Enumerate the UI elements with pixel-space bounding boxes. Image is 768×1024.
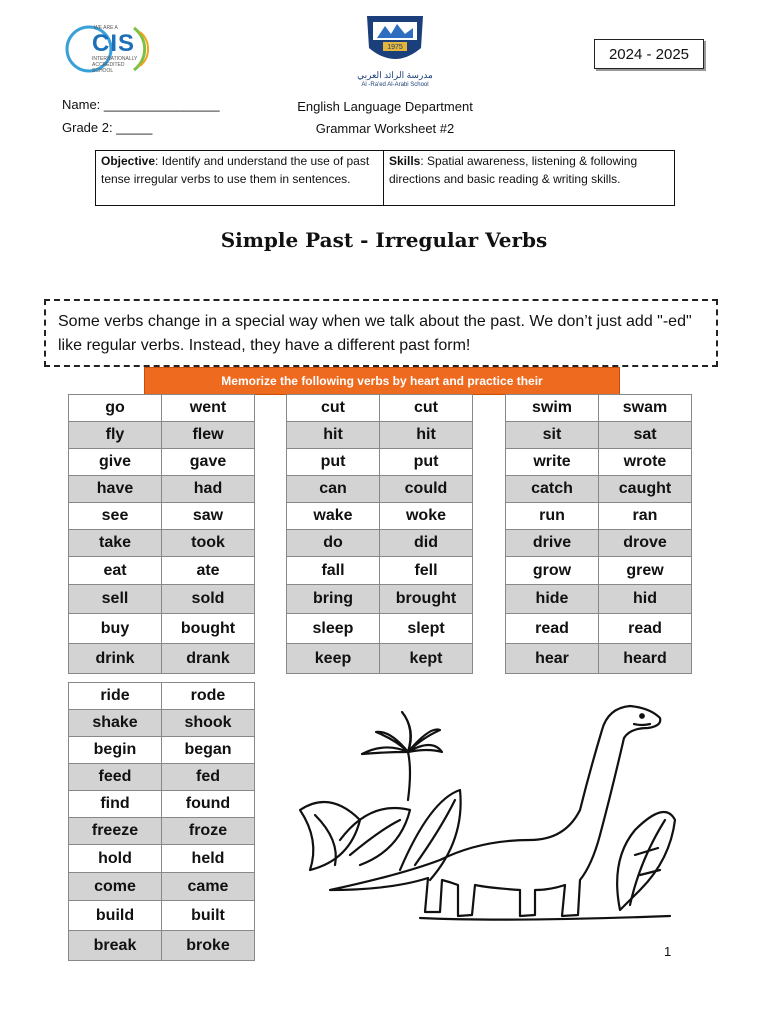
table-row <box>69 476 255 503</box>
past-verb-cell: kept <box>380 644 473 674</box>
past-verb-cell: grew <box>599 557 692 585</box>
past-verb-cell: caught <box>599 476 692 503</box>
crest-year: 1975 <box>387 44 403 51</box>
base-verb-cell: hold <box>69 845 162 873</box>
base-verb-cell: have <box>69 476 162 503</box>
base-verb-cell: ride <box>69 683 162 710</box>
school-crest-icon <box>355 12 435 70</box>
base-verb-cell: break <box>69 931 162 961</box>
past-verb-cell: wrote <box>599 449 692 476</box>
past-verb-cell: read <box>599 614 692 644</box>
past-verb-cell: broke <box>162 931 255 961</box>
past-verb-cell: had <box>162 476 255 503</box>
table-row <box>69 644 255 674</box>
base-verb-cell: catch <box>506 476 599 503</box>
base-verb-cell: take <box>69 530 162 557</box>
table-row <box>287 530 473 557</box>
base-verb-cell: run <box>506 503 599 530</box>
table-row <box>69 764 255 791</box>
verbs-table-2 <box>286 394 473 674</box>
base-verb-cell: sleep <box>287 614 380 644</box>
page-title: Simple Past - Irregular Verbs <box>220 228 548 252</box>
table-row <box>69 614 255 644</box>
base-verb-cell: see <box>69 503 162 530</box>
base-verb-cell: do <box>287 530 380 557</box>
past-verb-cell: shook <box>162 710 255 737</box>
base-verb-cell: hide <box>506 585 599 614</box>
table-row <box>506 395 692 422</box>
table-row <box>287 585 473 614</box>
past-verb-cell: saw <box>162 503 255 530</box>
past-verb-cell: swam <box>599 395 692 422</box>
base-verb-cell: put <box>287 449 380 476</box>
cis-logo <box>62 22 162 76</box>
table-row <box>69 395 255 422</box>
table-row <box>287 476 473 503</box>
table-row <box>506 557 692 585</box>
base-verb-cell: grow <box>506 557 599 585</box>
objective-text: : Identify and understand the use of past tense irregular verbs to use them in sentences. <box>101 154 370 186</box>
table-row <box>69 710 255 737</box>
past-verb-cell: hit <box>380 422 473 449</box>
past-verb-cell: froze <box>162 818 255 845</box>
past-verb-cell: found <box>162 791 255 818</box>
past-verb-cell: heard <box>599 644 692 674</box>
worksheet-title: Grammar Worksheet #2 <box>315 121 455 136</box>
base-verb-cell: bring <box>287 585 380 614</box>
base-verb-cell: can <box>287 476 380 503</box>
past-verb-cell: drove <box>599 530 692 557</box>
table-row <box>69 873 255 901</box>
table-row <box>506 476 692 503</box>
past-verb-cell: hid <box>599 585 692 614</box>
school-year-box: 2024 - 2025 <box>594 39 704 69</box>
table-row <box>69 422 255 449</box>
skills-cell <box>384 151 674 205</box>
past-verb-cell: sat <box>599 422 692 449</box>
base-verb-cell: shake <box>69 710 162 737</box>
objective-cell <box>96 151 384 205</box>
dinosaur-icon <box>290 690 680 940</box>
past-verb-cell: built <box>162 901 255 931</box>
verbs-table-4 <box>68 682 255 961</box>
past-verb-cell: took <box>162 530 255 557</box>
past-verb-cell: rode <box>162 683 255 710</box>
base-verb-cell: find <box>69 791 162 818</box>
base-verb-cell: wake <box>287 503 380 530</box>
past-verb-cell: came <box>162 873 255 901</box>
school-name-arabic: مدرسة الرائد العربي <box>357 70 433 80</box>
base-verb-cell: hear <box>506 644 599 674</box>
base-verb-cell: keep <box>287 644 380 674</box>
table-row <box>69 683 255 710</box>
table-row <box>506 422 692 449</box>
base-verb-cell: freeze <box>69 818 162 845</box>
table-row <box>69 901 255 931</box>
skills-label: Skills <box>389 154 421 168</box>
table-row <box>69 449 255 476</box>
past-verb-cell: went <box>162 395 255 422</box>
base-verb-cell: fly <box>69 422 162 449</box>
past-verb-cell: sold <box>162 585 255 614</box>
table-row <box>287 503 473 530</box>
past-verb-cell: brought <box>380 585 473 614</box>
table-row <box>69 791 255 818</box>
base-verb-cell: go <box>69 395 162 422</box>
table-row <box>69 737 255 764</box>
table-row <box>69 818 255 845</box>
cis-top-text: WE ARE A <box>94 25 118 31</box>
base-verb-cell: give <box>69 449 162 476</box>
table-row <box>69 585 255 614</box>
base-verb-cell: cut <box>287 395 380 422</box>
base-verb-cell: come <box>69 873 162 901</box>
base-verb-cell: eat <box>69 557 162 585</box>
page-number: 1 <box>664 944 672 959</box>
table-row <box>69 530 255 557</box>
past-verb-cell: cut <box>380 395 473 422</box>
base-verb-cell: drive <box>506 530 599 557</box>
past-verb-cell: fed <box>162 764 255 791</box>
table-row <box>506 614 692 644</box>
table-row <box>69 931 255 961</box>
verbs-table-1 <box>68 394 255 674</box>
dinosaur-illustration <box>290 690 680 940</box>
table-row <box>69 845 255 873</box>
table-row <box>506 585 692 614</box>
base-verb-cell: hit <box>287 422 380 449</box>
cis-logo-text: CIS <box>92 30 136 57</box>
objective-label: Objective <box>101 154 156 168</box>
department-title: English Language Department <box>297 99 473 114</box>
table-row <box>287 644 473 674</box>
verbs-table-3 <box>505 394 692 674</box>
past-verb-cell: slept <box>380 614 473 644</box>
base-verb-cell: build <box>69 901 162 931</box>
table-row <box>69 557 255 585</box>
past-verb-cell: did <box>380 530 473 557</box>
base-verb-cell: begin <box>69 737 162 764</box>
past-verb-cell: held <box>162 845 255 873</box>
cis-subtext: INTERNATIONALLY ACCREDITED SCHOOL <box>92 56 138 74</box>
past-verb-cell: bought <box>162 614 255 644</box>
table-row <box>287 557 473 585</box>
table-row <box>506 530 692 557</box>
base-verb-cell: sit <box>506 422 599 449</box>
past-verb-cell: drank <box>162 644 255 674</box>
base-verb-cell: fall <box>287 557 380 585</box>
objectives-table <box>95 150 675 206</box>
grade-field[interactable]: Grade 2: _____ <box>62 120 153 135</box>
table-row <box>506 644 692 674</box>
memorize-banner: Memorize the following verbs by heart and practice their <box>144 367 620 395</box>
past-verb-cell: put <box>380 449 473 476</box>
table-row <box>287 614 473 644</box>
past-verb-cell: ran <box>599 503 692 530</box>
table-row <box>69 503 255 530</box>
base-verb-cell: drink <box>69 644 162 674</box>
base-verb-cell: write <box>506 449 599 476</box>
base-verb-cell: swim <box>506 395 599 422</box>
past-verb-cell: gave <box>162 449 255 476</box>
past-verb-cell: began <box>162 737 255 764</box>
base-verb-cell: buy <box>69 614 162 644</box>
table-row <box>506 503 692 530</box>
table-row <box>287 422 473 449</box>
school-name-english: Al -Ra'ed Al-Arabi School <box>361 82 429 88</box>
past-verb-cell: woke <box>380 503 473 530</box>
past-verb-cell: fell <box>380 557 473 585</box>
table-row <box>287 395 473 422</box>
base-verb-cell: sell <box>69 585 162 614</box>
past-verb-cell: could <box>380 476 473 503</box>
intro-text-box: Some verbs change in a special way when we talk about the past. We don’t just add "-ed" like regular verbs. Instead, they have a different past form! <box>44 299 718 367</box>
table-row <box>506 449 692 476</box>
school-logo <box>355 12 435 94</box>
past-verb-cell: flew <box>162 422 255 449</box>
table-row <box>287 449 473 476</box>
past-verb-cell: ate <box>162 557 255 585</box>
base-verb-cell: read <box>506 614 599 644</box>
skills-text: : Spatial awareness, listening & following directions and basic reading & writing skills. <box>389 154 638 186</box>
base-verb-cell: feed <box>69 764 162 791</box>
name-field[interactable]: Name: ________________ <box>62 97 220 112</box>
